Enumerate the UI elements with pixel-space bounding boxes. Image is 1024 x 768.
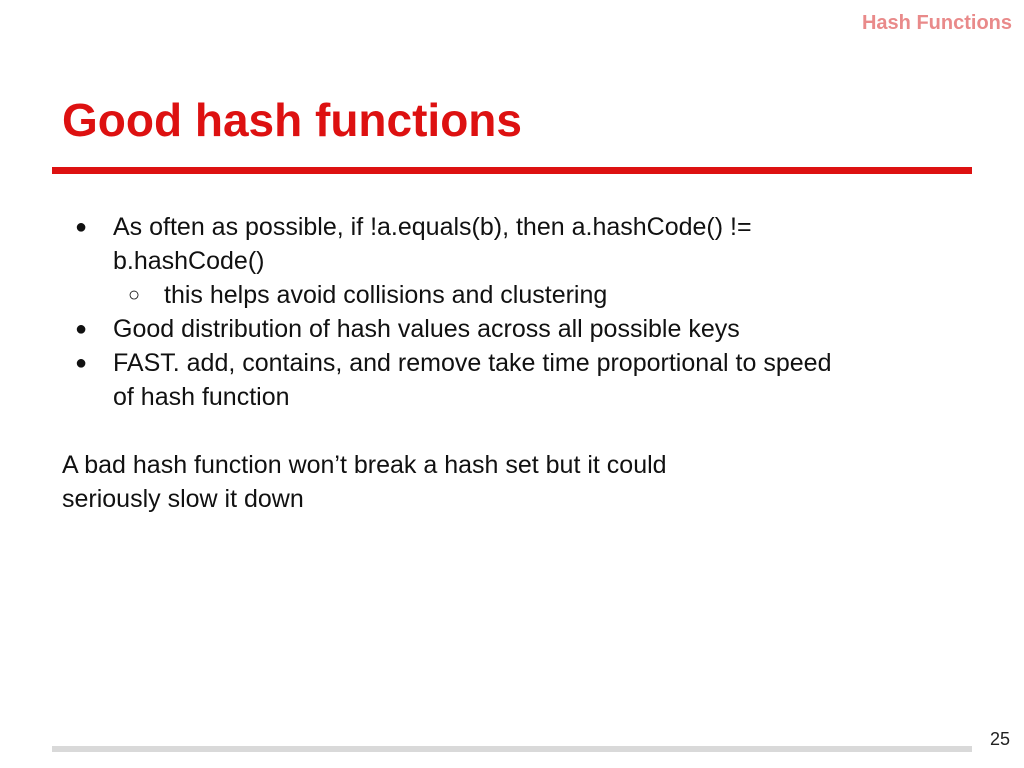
bullet-item — [62, 346, 942, 414]
bullet-text: As often as possible, if !a.equals(b), then a.hashCode() != b.hashCode() — [113, 213, 752, 275]
bullet-dot-icon: ● — [75, 352, 88, 374]
hollow-circle-icon: ○ — [128, 284, 141, 306]
slide-title: Good hash functions — [62, 94, 522, 146]
bullet-item — [62, 312, 942, 346]
closing-paragraph: A bad hash function won’t break a hash set but it could seriously slow it down — [62, 451, 667, 513]
title-underline — [52, 167, 972, 174]
footer-divider — [52, 746, 972, 752]
bullet-dot-icon: ● — [75, 318, 88, 340]
bullet-text: Good distribution of hash values across all possible keys — [113, 315, 740, 343]
bullet-dot-icon: ● — [75, 216, 88, 238]
slide-body — [62, 210, 942, 516]
bullet-list — [62, 210, 942, 414]
bullet-text: FAST. add, contains, and remove take time proportional to speed of hash function — [113, 349, 832, 411]
bullet-item — [62, 210, 942, 312]
section-label: Hash Functions — [861, 12, 1012, 34]
page-number: 25 — [989, 729, 1010, 749]
sub-bullet-text: this helps avoid collisions and clustering — [164, 281, 608, 309]
sub-bullet-list — [113, 278, 942, 312]
sub-bullet-item — [113, 278, 942, 312]
